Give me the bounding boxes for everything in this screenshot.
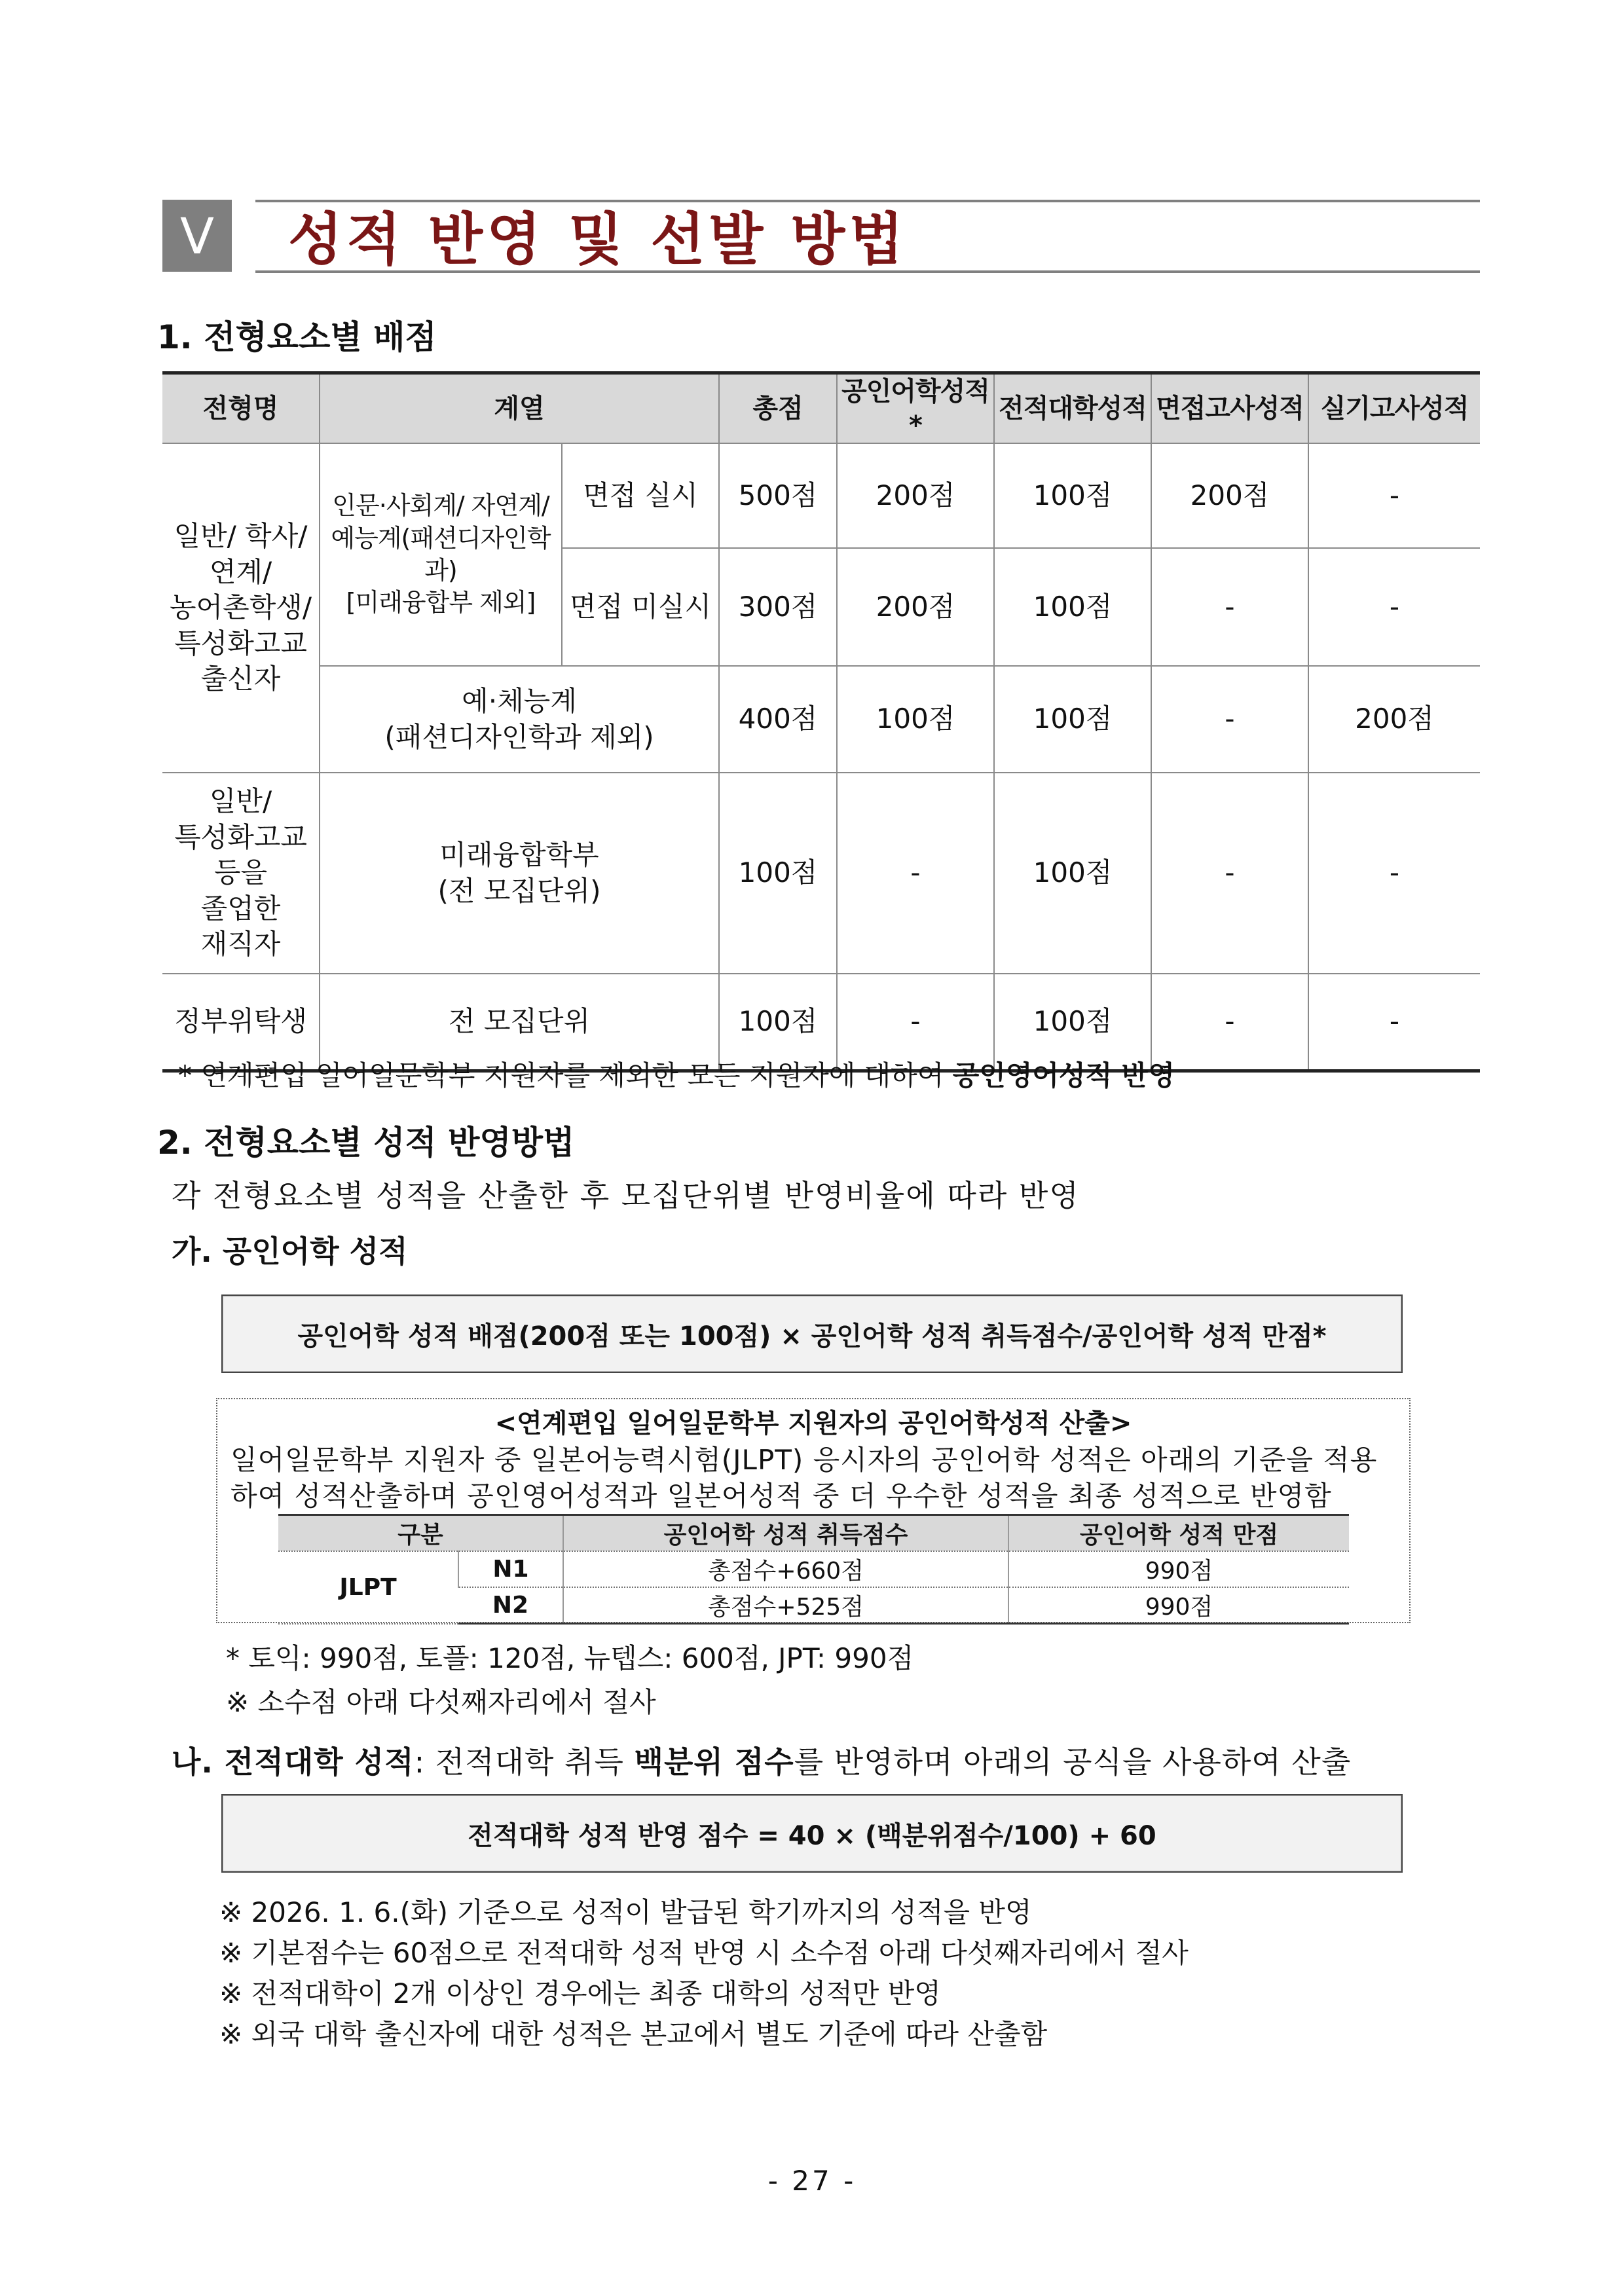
major-cell: 예·체능계 (패션디자인학과 제외): [320, 666, 719, 773]
jlpt-max-cell: 990점: [1008, 1551, 1349, 1587]
header-cell-lang: 공인어학성적*: [837, 373, 994, 444]
lang-cell: 200점: [837, 548, 994, 666]
jlpt-row: [278, 1551, 1349, 1587]
chapter-number-badge: [162, 200, 232, 272]
lang-cell: -: [837, 773, 994, 974]
practical-cell: -: [1308, 443, 1480, 548]
section1-title: 1. 전형요소별 배점: [157, 318, 437, 356]
language-test-note: * 토익: 990점, 토플: 120점, 뉴텝스: 600점, JPT: 990점: [226, 1642, 914, 1674]
jlpt-exam-cell: JLPT: [278, 1551, 458, 1624]
jlpt-box-line2: 하여 성적산출하며 공인영어성적과 일본어성적 중 더 우수한 성적을 최종 성적으로 반영함: [231, 1479, 1332, 1512]
jlpt-conversion-table: [278, 1514, 1349, 1625]
univ-cell: 100점: [994, 666, 1151, 773]
major-cell: 전 모집단위: [320, 974, 719, 1071]
univ-cell: 100점: [994, 443, 1151, 548]
practical-cell: -: [1308, 974, 1480, 1071]
interview-cell: -: [1151, 773, 1308, 974]
page-number: - 27 -: [767, 2165, 857, 2197]
interview-cell: -: [1151, 974, 1308, 1071]
jlpt-score-cell: 총점수+525점: [563, 1587, 1008, 1624]
lang-cell: 100점: [837, 666, 994, 773]
table-row: [162, 666, 1480, 773]
univ-cell: 100점: [994, 974, 1151, 1071]
jlpt-header-cell: 공인어학 성적 취득점수: [563, 1515, 1008, 1552]
total-cell: 400점: [719, 666, 837, 773]
header-cell: 계열: [320, 373, 719, 444]
univ-cell: 100점: [994, 548, 1151, 666]
practical-cell: 200점: [1308, 666, 1480, 773]
chapter-title: 성적 반영 및 선발 방법: [288, 207, 908, 272]
jlpt-header-cell: 공인어학 성적 만점: [1008, 1515, 1349, 1552]
university-note: ※ 외국 대학 출신자에 대한 성적은 본교에서 별도 기준에 따라 산출함: [219, 2018, 1048, 2050]
score-allocation-table: [162, 371, 1480, 1073]
table-row: [162, 773, 1480, 974]
section2-intro: 각 전형요소별 성적을 산출한 후 모집단위별 반영비율에 따라 반영: [172, 1178, 1080, 1213]
total-cell: 100점: [719, 773, 837, 974]
interview-cell: 200점: [1151, 443, 1308, 548]
section2-title: 2. 전형요소별 성적 반영방법: [157, 1124, 575, 1162]
jlpt-score-cell: 총점수+660점: [563, 1551, 1008, 1587]
sub-type-cell: 면접 실시: [562, 443, 719, 548]
admission-type-cell: 정부위탁생: [162, 974, 320, 1071]
admission-type-cell: 일반/ 학사/ 연계/ 농어촌학생/ 특성화고교 출신자: [162, 443, 320, 773]
university-note: ※ 기본점수는 60점으로 전적대학 성적 반영 시 소수점 아래 다섯째자리에서 절사: [219, 1937, 1189, 1969]
university-note: ※ 전적대학이 2개 이상인 경우에는 최종 대학의 성적만 반영: [219, 1977, 941, 2010]
header-cell: 면접고사성적: [1151, 373, 1308, 444]
subsection-ga-title: 가. 공인어학 성적: [172, 1234, 408, 1269]
jlpt-level-cell: N2: [458, 1587, 563, 1624]
total-cell: 300점: [719, 548, 837, 666]
header-cell: 전적대학성적: [994, 373, 1151, 444]
interview-cell: -: [1151, 666, 1308, 773]
major-cell: 미래융합학부 (전 모집단위): [320, 773, 719, 974]
admission-type-cell: 일반/ 특성화고교 등을 졸업한 재직자: [162, 773, 320, 974]
jlpt-header-cell: 구분: [278, 1515, 563, 1552]
university-score-formula: 전적대학 성적 반영 점수 = 40 × (백분위점수/100) + 60: [221, 1794, 1403, 1873]
interview-cell: -: [1151, 548, 1308, 666]
table-row: [162, 443, 1480, 548]
jlpt-box-title: <연계편입 일어일문학부 지원자의 공인어학성적 산출>: [494, 1408, 1132, 1439]
major-cell: 인문·사회계/ 자연계/ 예능계(패션디자인학과) [미래융합부 제외]: [320, 443, 562, 666]
sub-type-cell: 면접 미실시: [562, 548, 719, 666]
university-note: ※ 2026. 1. 6.(화) 기준으로 성적이 발급된 학기까지의 성적을 반영: [219, 1896, 1032, 1928]
section1-footnote: * 연계편입 일어일문학부 지원자를 제외한 모든 지원자에 대하여 공인영어성적 반영: [178, 1059, 1175, 1092]
total-cell: 100점: [719, 974, 837, 1071]
practical-cell: -: [1308, 548, 1480, 666]
subsection-na-title: 나. 전적대학 성적: 전적대학 취득 백분위 점수를 반영하며 아래의 공식을 사용하여 산출: [172, 1744, 1352, 1780]
header-cell: 총점: [719, 373, 837, 444]
total-cell: 500점: [719, 443, 837, 548]
jlpt-header-row: [278, 1515, 1349, 1552]
lang-cell: -: [837, 974, 994, 1071]
jlpt-max-cell: 990점: [1008, 1587, 1349, 1624]
practical-cell: -: [1308, 773, 1480, 974]
header-cell: 전형명: [162, 373, 320, 444]
header-cell: 실기고사성적: [1308, 373, 1480, 444]
table-header-row: [162, 373, 1480, 444]
chapter-number: Ⅴ: [180, 206, 214, 265]
univ-cell: 100점: [994, 773, 1151, 974]
truncation-note: ※ 소수점 아래 다섯째자리에서 절사: [226, 1686, 656, 1718]
jlpt-level-cell: N1: [458, 1551, 563, 1587]
lang-cell: 200점: [837, 443, 994, 548]
language-score-formula: 공인어학 성적 배점(200점 또는 100점) × 공인어학 성적 취득점수/공인어학 성적 만점*: [221, 1294, 1403, 1373]
jlpt-box-line1: 일어일문학부 지원자 중 일본어능력시험(JLPT) 응시자의 공인어학 성적은 아래의 기준을 적용: [231, 1444, 1378, 1476]
